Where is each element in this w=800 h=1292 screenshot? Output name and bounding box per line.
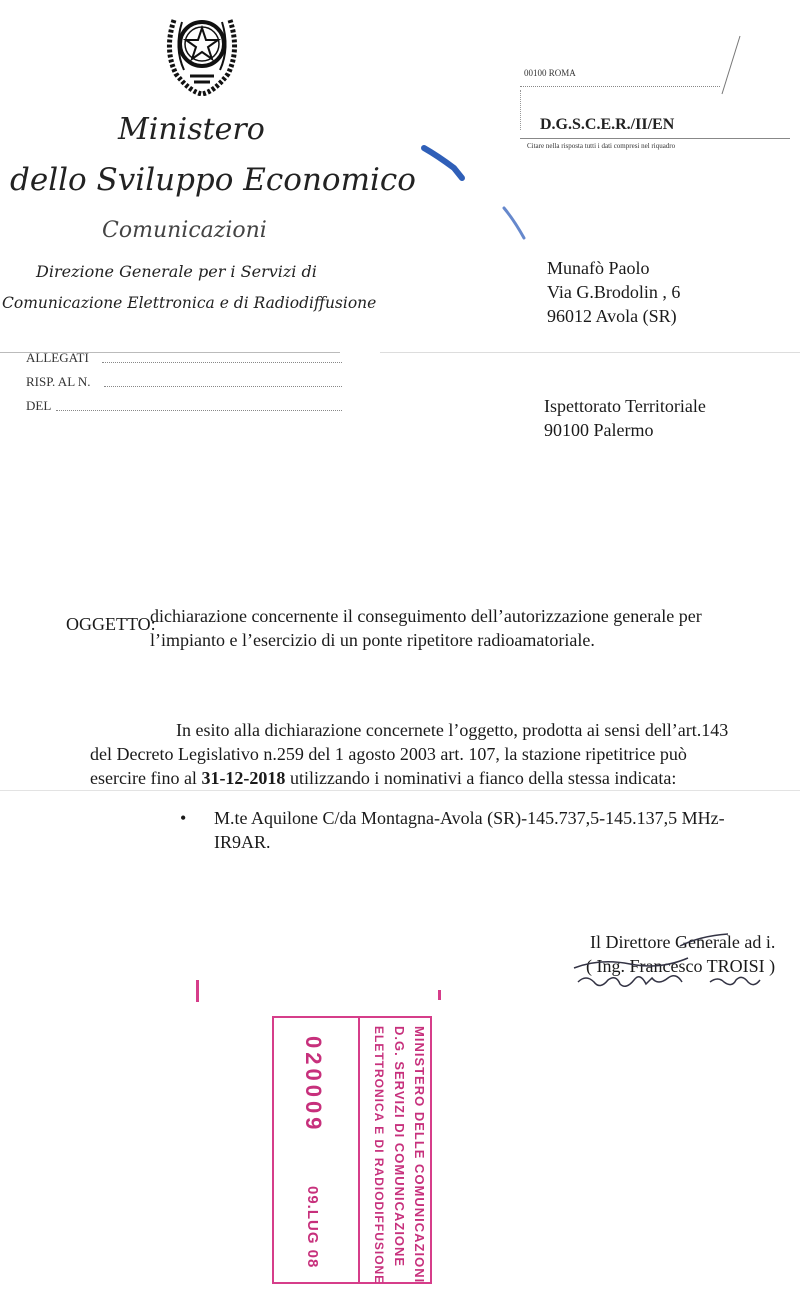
direction-line2: Comunicazione Elettronica e di Radiodiffusione xyxy=(2,294,377,312)
allegati-dotline xyxy=(102,362,342,363)
protocol-underline xyxy=(520,138,790,139)
citation-note: Citare nella risposta tutti i dati compresi nel riquadro xyxy=(527,142,676,150)
stamp-line1: MINISTERO DELLE COMUNICAZIONI xyxy=(412,1026,427,1284)
ink-mark xyxy=(438,990,441,1000)
stamp-date: 09.LUG 08 xyxy=(304,1186,321,1269)
ink-mark xyxy=(196,980,199,1002)
city-label: 00100 ROMA xyxy=(524,68,576,78)
body-line1: In esito alla dichiarazione concernete l’oggetto, prodotta ai sensi dell’art.143 xyxy=(176,720,729,740)
signature-title: Il Direttore Generale ad i. xyxy=(590,932,776,952)
risp-label: RISP. AL N. xyxy=(26,374,91,389)
subject-line2: l’impianto e l’esercizio di un ponte ripetitore radioamatoriale. xyxy=(150,630,595,650)
cc-city: 90100 Palermo xyxy=(544,420,654,440)
bullet-dot-icon: • xyxy=(180,808,187,828)
repeater-line1: M.te Aquilone C/da Montagna-Avola (SR)-145.737,5-145.137,5 MHz- xyxy=(214,808,725,828)
body-line3-before: esercire fino al xyxy=(90,768,202,788)
frame-corner-mark xyxy=(700,30,750,100)
del-dotline xyxy=(56,410,342,411)
recipient-street: Via G.Brodolin , 6 xyxy=(547,282,681,302)
body-line2: del Decreto Legislativo n.259 del 1 agosto 2003 art. 107, la stazione ripetitrice può xyxy=(90,744,687,764)
repeater-line2: IR9AR. xyxy=(214,832,271,852)
del-label: DEL xyxy=(26,398,52,413)
italian-republic-emblem-icon xyxy=(160,0,244,96)
protocol-code: D.G.S.C.E.R./II/EN xyxy=(540,116,675,133)
subject-label: OGGETTO: xyxy=(66,614,156,634)
direction-line1: Direzione Generale per i Servizi di xyxy=(36,262,317,281)
allegati-label: ALLEGATI xyxy=(26,350,89,365)
faint-rule xyxy=(0,790,800,791)
ministry-stamp xyxy=(272,1016,432,1284)
frame-left-edge xyxy=(520,90,522,130)
stamp-divider xyxy=(358,1018,361,1282)
body-line3-after: utilizzando i nominativi a fianco della stessa indicata: xyxy=(285,768,677,788)
department-name: Comunicazioni xyxy=(102,218,267,243)
stamp-number: 020009 xyxy=(301,1036,326,1134)
faint-divider xyxy=(380,352,800,353)
recipient-name: Munafò Paolo xyxy=(547,258,650,278)
city-dotline xyxy=(520,86,720,87)
ink-smudge-mark xyxy=(418,138,538,248)
ministry-name-line2: dello Sviluppo Economico xyxy=(10,162,416,198)
risp-dotline xyxy=(104,386,342,387)
subject-line1: dichiarazione concernente il conseguimento dell’autorizzazione generale per xyxy=(150,606,702,626)
body-line3 xyxy=(90,766,676,790)
cc-office: Ispettorato Territoriale xyxy=(544,396,706,416)
ministry-name-line1: Ministero xyxy=(118,112,265,147)
signature-name: ( Ing. Francesco TROISI ) xyxy=(586,956,776,976)
validity-date: 31-12-2018 xyxy=(201,768,286,788)
stamp-line2: D.G. SERVIZI DI COMUNICAZIONE xyxy=(392,1026,407,1268)
recipient-city: 96012 Avola (SR) xyxy=(547,306,677,326)
stamp-line3: ELETTRONICA E DI RADIODIFFUSIONE xyxy=(372,1026,386,1285)
